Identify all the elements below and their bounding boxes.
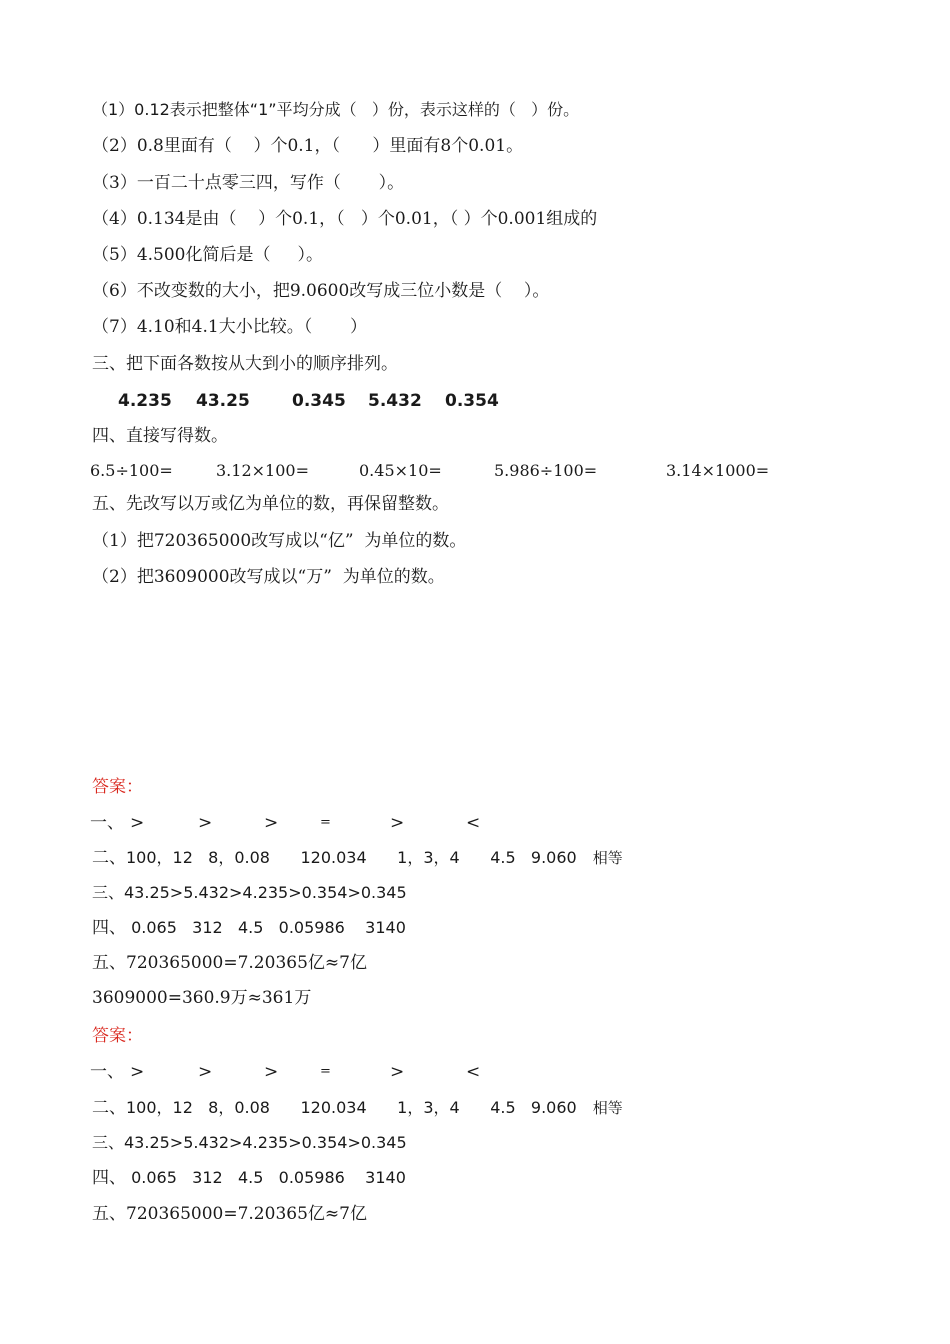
number-item: 4.235 xyxy=(118,391,172,411)
answer-suffix: 相等 xyxy=(592,849,623,867)
question-1: （1）0.12表示把整体“1”平均分成（ ）份，表示这样的（ ）份。 xyxy=(92,100,580,119)
answer-symbol: < xyxy=(466,1062,481,1082)
question-2: （2）0.8里面有（ ）个0.1，（ ）里面有8个0.01。 xyxy=(92,136,524,156)
answer-symbol: > xyxy=(264,1062,279,1082)
answer-symbol: > xyxy=(198,1062,213,1082)
answer-4-row xyxy=(92,916,406,940)
answer-symbol: < xyxy=(466,813,481,833)
answer-symbol: > xyxy=(130,813,145,833)
answer-symbol: > xyxy=(264,813,279,833)
answer-title: 答案： xyxy=(92,1026,143,1046)
answer-symbol: > xyxy=(390,1062,405,1082)
answer-symbol: = xyxy=(320,815,331,830)
section-4-title: 四、直接写得数。 xyxy=(92,426,228,446)
answer-suffix: 相等 xyxy=(592,1099,623,1117)
section-5-question-1: （1）把720365000改写成以“亿” 为单位的数。 xyxy=(92,531,467,551)
calc-item: 5.986÷100= xyxy=(494,461,598,480)
answer-prefix: 四、 xyxy=(92,1168,126,1188)
answer-4-row xyxy=(92,1166,406,1190)
answer-text: 100，12 8，0.08 120.034 1，3，4 4.5 9.060 xyxy=(126,1098,577,1117)
calc-item: 3.14×1000= xyxy=(666,461,770,480)
calc-item: 6.5÷100= xyxy=(90,461,173,480)
answer-prefix: 一、 xyxy=(90,813,124,833)
answer-3-row: 三、43.25>5.432>4.235>0.354>0.345 xyxy=(92,883,407,902)
answer-prefix: 四、 xyxy=(92,918,126,938)
answer-prefix: 二、 xyxy=(92,1098,126,1118)
calc-item: 0.45×10= xyxy=(359,461,442,480)
answer-symbol: = xyxy=(320,1064,331,1079)
calc-item: 3.12×100= xyxy=(216,461,309,480)
section-5-title: 五、先改写以万或亿为单位的数，再保留整数。 xyxy=(92,494,449,514)
question-5: （5）4.500化简后是（ ）。 xyxy=(92,245,324,265)
answer-2-row xyxy=(92,846,623,870)
answer-5-row: 五、720365000=7.20365亿≈7亿 xyxy=(92,1204,367,1224)
answer-symbol: > xyxy=(390,813,405,833)
number-item: 0.345 xyxy=(292,391,346,411)
question-4: （4）0.134是由（ ）个0.1，（ ）个0.01，（ ）个0.001组成的 xyxy=(92,209,598,229)
section-3-title: 三、把下面各数按从大到小的顺序排列。 xyxy=(92,354,398,374)
answer-5-row: 五、720365000=7.20365亿≈7亿 xyxy=(92,953,367,973)
answer-symbol: > xyxy=(198,813,213,833)
answer-3-row: 三、43.25>5.432>4.235>0.354>0.345 xyxy=(92,1133,407,1152)
number-item: 0.354 xyxy=(445,391,499,411)
answer-text: 100，12 8，0.08 120.034 1，3，4 4.5 9.060 xyxy=(126,848,577,867)
answer-symbol: > xyxy=(130,1062,145,1082)
answer-prefix: 一、 xyxy=(90,1062,124,1082)
answer-text: 0.065 312 4.5 0.05986 3140 xyxy=(126,1168,406,1187)
answer-6-row: 3609000=360.9万≈361万 xyxy=(92,988,312,1008)
number-item: 43.25 xyxy=(196,391,250,411)
question-3: （3）一百二十点零三四，写作（ ）。 xyxy=(92,173,405,193)
answer-2-row xyxy=(92,1096,623,1120)
question-6: （6）不改变数的大小，把9.0600改写成三位小数是（ ）。 xyxy=(92,281,550,301)
question-7: （7）4.10和4.1大小比较。（ ） xyxy=(92,317,368,337)
section-5-question-2: （2）把3609000改写成以“万” 为单位的数。 xyxy=(92,567,445,587)
answer-text: 0.065 312 4.5 0.05986 3140 xyxy=(126,918,406,937)
answer-title: 答案： xyxy=(92,777,143,797)
number-item: 5.432 xyxy=(368,391,422,411)
answer-prefix: 二、 xyxy=(92,848,126,868)
